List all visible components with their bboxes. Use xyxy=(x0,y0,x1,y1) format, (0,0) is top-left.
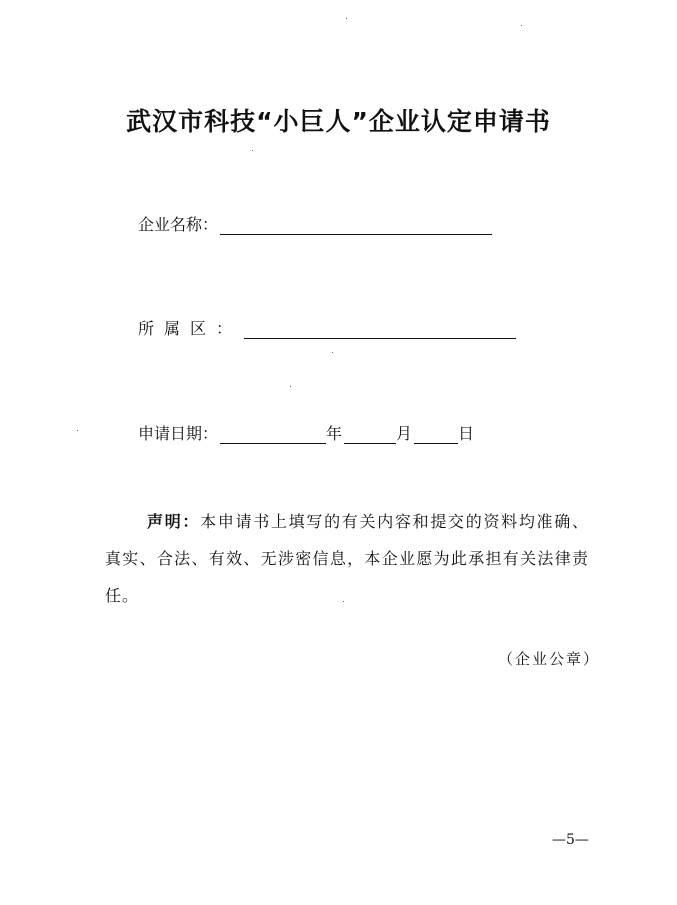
page-number: —5— xyxy=(552,832,589,848)
declaration-heading: 声明： xyxy=(147,512,201,531)
scan-speck xyxy=(343,601,344,602)
day-unit: 日 xyxy=(458,424,475,443)
scan-speck xyxy=(252,150,253,151)
month-blank[interactable] xyxy=(344,423,396,444)
month-unit: 月 xyxy=(396,424,413,443)
district-blank[interactable] xyxy=(244,318,516,339)
declaration-paragraph xyxy=(105,503,589,614)
company-name-blank[interactable] xyxy=(220,214,492,235)
scan-speck xyxy=(332,352,333,353)
year-blank[interactable] xyxy=(220,423,326,444)
district-field xyxy=(138,316,516,339)
company-name-label: 企业名称： xyxy=(138,215,219,234)
company-seal-label: （企业公章） xyxy=(498,650,601,668)
district-label: 所属区： xyxy=(138,319,243,338)
scan-speck xyxy=(346,18,347,19)
scan-speck xyxy=(521,25,522,26)
company-name-field xyxy=(138,212,492,235)
scan-speck xyxy=(290,386,291,387)
application-date-field xyxy=(138,421,474,444)
date-label: 申请日期： xyxy=(138,424,219,443)
scan-speck xyxy=(77,430,78,431)
day-blank[interactable] xyxy=(414,423,458,444)
declaration-text: 本申请书上填写的有关内容和提交的资料均准确、真实、合法、有效、无涉密信息，本企业愿为此承担有关法律责任。 xyxy=(105,512,589,605)
page-title: 武汉市科技“小巨人”企业认定申请书 xyxy=(126,107,551,136)
year-unit: 年 xyxy=(326,424,343,443)
